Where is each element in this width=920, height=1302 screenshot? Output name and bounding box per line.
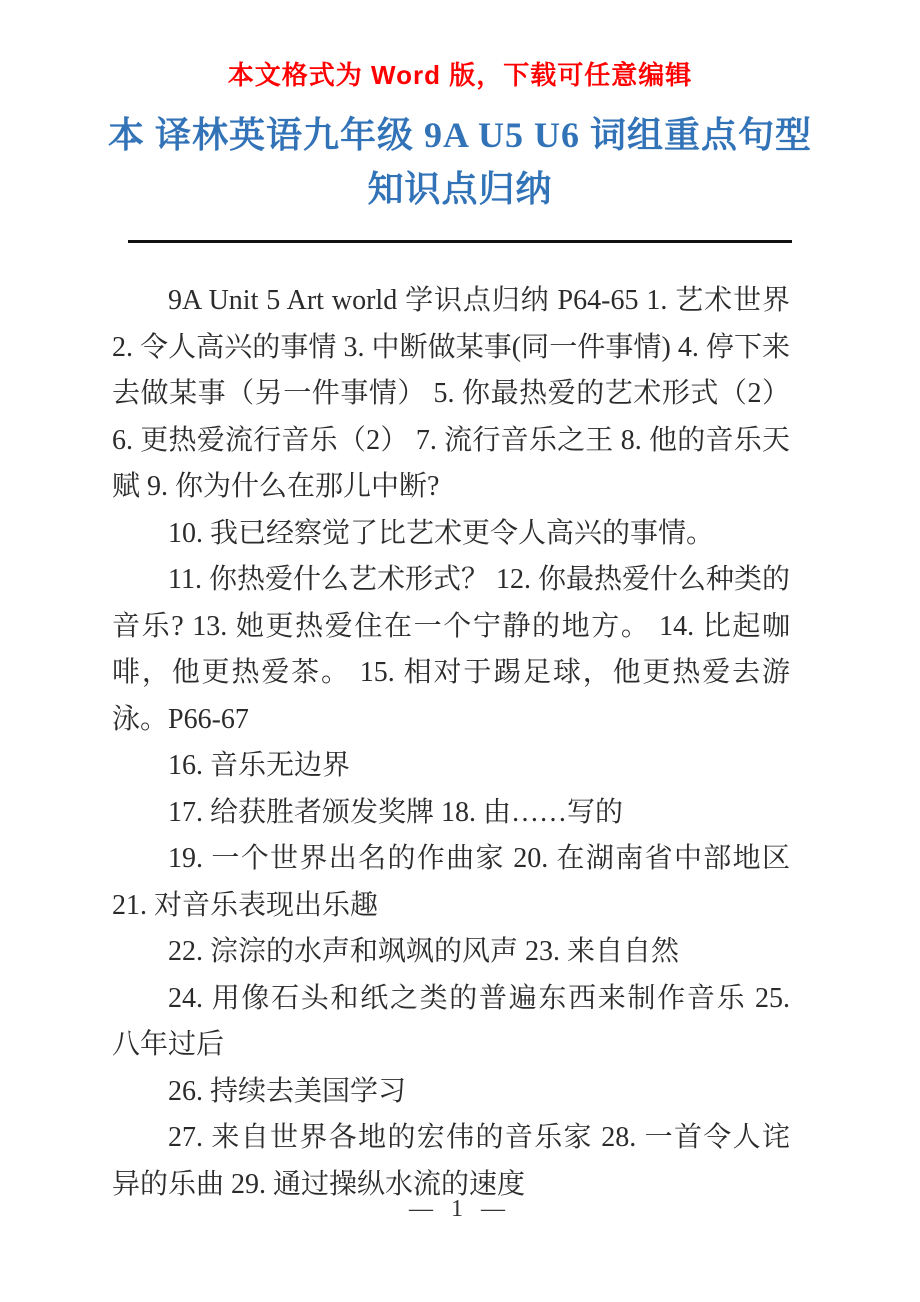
paragraph: 17. 给获胜者颁发奖牌 18. 由……写的 [168,796,624,828]
document-title-line-1: 本 译林英语九年级 9A U5 U6 词组重点句型 [107,115,812,155]
format-notice-banner: 本文格式为 Word 版，下载可任意编辑 [227,60,693,90]
paragraph: 10. 我已经察觉了比艺术更令人高兴的事情。 [168,517,715,549]
document-title-line-2: 知识点归纳 [367,169,553,209]
paragraph: 27. 来自世界各地的宏伟的音乐家 28. 一首令人诧异的乐曲 29. 通过操纵水流的速度 [112,1122,790,1200]
paragraph: 19. 一个世界出名的作曲家 20. 在湖南省中部地区 21. 对音乐表现出乐趣 [112,843,790,921]
document-body [112,278,790,1208]
page-number: — 1 — [409,1196,511,1222]
title-underline-divider [128,240,792,243]
paragraph: 22. 淙淙的水声和飒飒的风声 23. 来自自然 [168,936,680,967]
document-title [0,108,920,216]
paragraph: 26. 持续去美国学习 [168,1075,407,1107]
paragraph: 24. 用像石头和纸之类的普遍东西来制作音乐 25. 八年过后 [112,982,790,1060]
paragraph: 11. 你热爱什么艺术形式？ 12. 你最热爱什么种类的音乐? 13. 她更热爱住在一个宁静的地方。 14. 比起咖啡，他更热爱茶。 15. 相对于踢足球，他更热爱去游泳。P66-67 [112,564,790,735]
paragraph: 9A Unit 5 Art world 学识点归纳 P64-65 1. 艺术世界 2. 令人高兴的事情 3. 中断做某事(同一件事情) 4. 停下来去做某事（另一件事情） 5. 你最热爱的艺术形式（2） 6. 更热爱流行音乐（2） 7. 流行音乐之王 8. 他的音乐天赋 9. 你为什么在那儿中断? [112,285,790,502]
paragraph: 16. 音乐无边界 [168,750,351,781]
